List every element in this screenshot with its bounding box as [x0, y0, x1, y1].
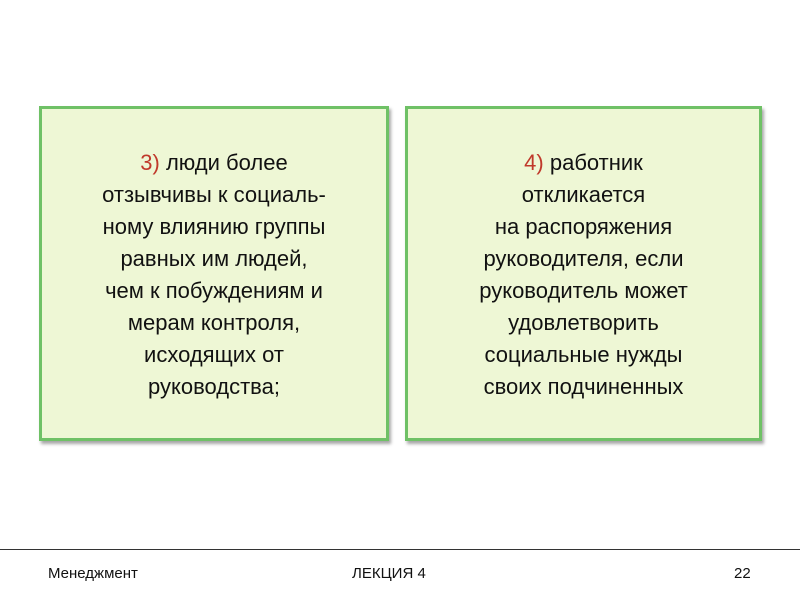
statement-card-3: [39, 106, 389, 441]
footer-course-title: Менеджмент: [48, 565, 138, 582]
statement-body-4: работник откликается на распоряжения руководителя, если руководитель может удовлетворить социальные нужды своих подчиненных: [479, 150, 688, 399]
statement-number-3: 3): [140, 150, 160, 175]
footer-page-number: 22: [734, 565, 751, 582]
statement-text-3: [102, 109, 326, 403]
statement-body-3: люди более отзывчивы к социаль- ному влиянию группы равных им людей, чем к побуждениям и мерам контроля, исходящих от руководства;: [102, 150, 326, 399]
statement-card-4: [405, 106, 762, 441]
footer-divider: [0, 549, 800, 550]
footer-lecture-label: ЛЕКЦИЯ 4: [352, 565, 426, 582]
statement-text-4: [479, 109, 688, 403]
statement-number-4: 4): [524, 150, 544, 175]
